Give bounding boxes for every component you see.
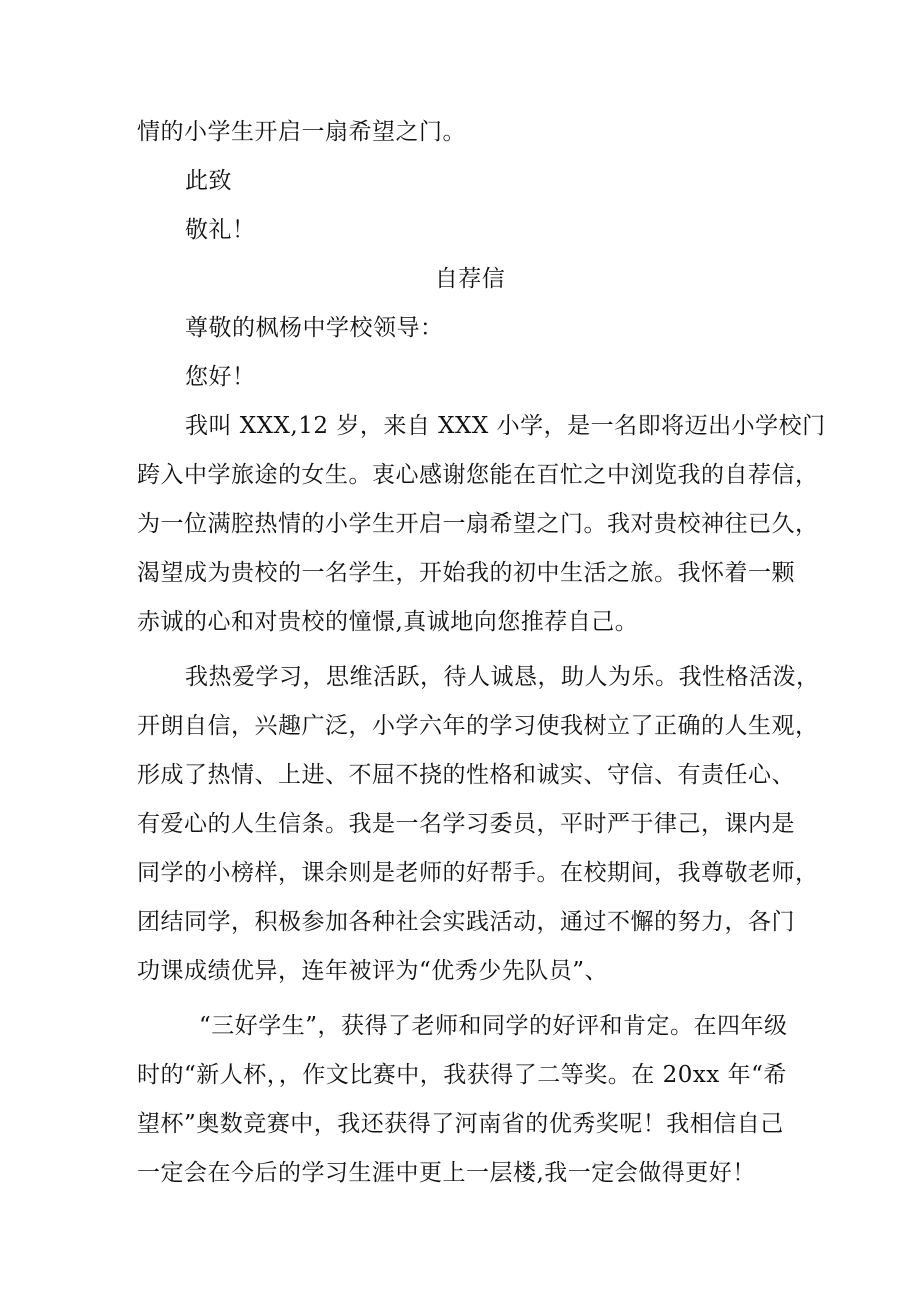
closing-line-2: 敬礼！ bbox=[185, 217, 256, 243]
paragraph-line: 团结同学，积极参加各种社会实践活动，通过不懈的努力，各门 bbox=[137, 909, 795, 935]
paragraph-2 bbox=[137, 653, 820, 996]
paragraph-line: 为一位满腔热情的小学生开启一扇希望之门。我对贵校神往已久， bbox=[137, 511, 819, 537]
paragraph-line: “三好学生”，获得了老师和同学的好评和肯定。在四年级 bbox=[199, 1013, 788, 1039]
paragraph-line: 同学的小榜样，课余则是老师的好帮手。在校期间，我尊敬老师， bbox=[137, 860, 819, 886]
greeting: 您好！ bbox=[185, 364, 256, 390]
paragraph-line: 我热爱学习，思维活跃，待人诚恳，助人为乐。我性格活泼， bbox=[185, 664, 820, 690]
paragraph-1 bbox=[137, 402, 826, 647]
continuation-line: 情的小学生开启一扇希望之门。 bbox=[137, 119, 466, 145]
paragraph-line: 开朗自信，兴趣广泛，小学六年的学习使我树立了正确的人生观， bbox=[137, 713, 819, 739]
paragraph-line: 赤诚的心和对贵校的憧憬,真诚地向您推荐自己。 bbox=[137, 609, 639, 635]
paragraph-line: 望杯”奥数竞赛中，我还获得了河南省的优秀奖呢！我相信自己 bbox=[137, 1111, 784, 1137]
paragraph-3 bbox=[137, 1002, 803, 1198]
document-page bbox=[137, 108, 826, 1198]
salutation: 尊敬的枫杨中学校领导： bbox=[185, 315, 444, 341]
paragraph-line: 跨入中学旅途的女生。衷心感谢您能在百忙之中浏览我的自荐信， bbox=[137, 462, 819, 488]
paragraph-line: 渴望成为贵校的一名学生，开始我的初中生活之旅。我怀着一颗 bbox=[137, 560, 795, 586]
letter-title: 自荐信 bbox=[434, 266, 506, 292]
paragraph-line: 时的“新人杯，，作文比赛中，我获得了二等奖。在 20xx 年“希 bbox=[137, 1062, 787, 1088]
closing-line-1: 此致 bbox=[185, 168, 232, 194]
paragraph-line: 我叫 XXX,12 岁，来自 XXX 小学，是一名即将迈出小学校门 bbox=[185, 413, 826, 439]
paragraph-line: 一定会在今后的学习生涯中更上一层楼,我一定会做得更好！ bbox=[137, 1160, 756, 1186]
paragraph-line: 形成了热情、上进、不屈不挠的性格和诚实、守信、有责任心、 bbox=[137, 762, 795, 788]
paragraph-line: 功课成绩优异，连年被评为“优秀少先队员”、 bbox=[137, 958, 609, 984]
paragraph-line: 有爱心的人生信条。我是一名学习委员，平时严于律己，课内是 bbox=[137, 811, 795, 837]
